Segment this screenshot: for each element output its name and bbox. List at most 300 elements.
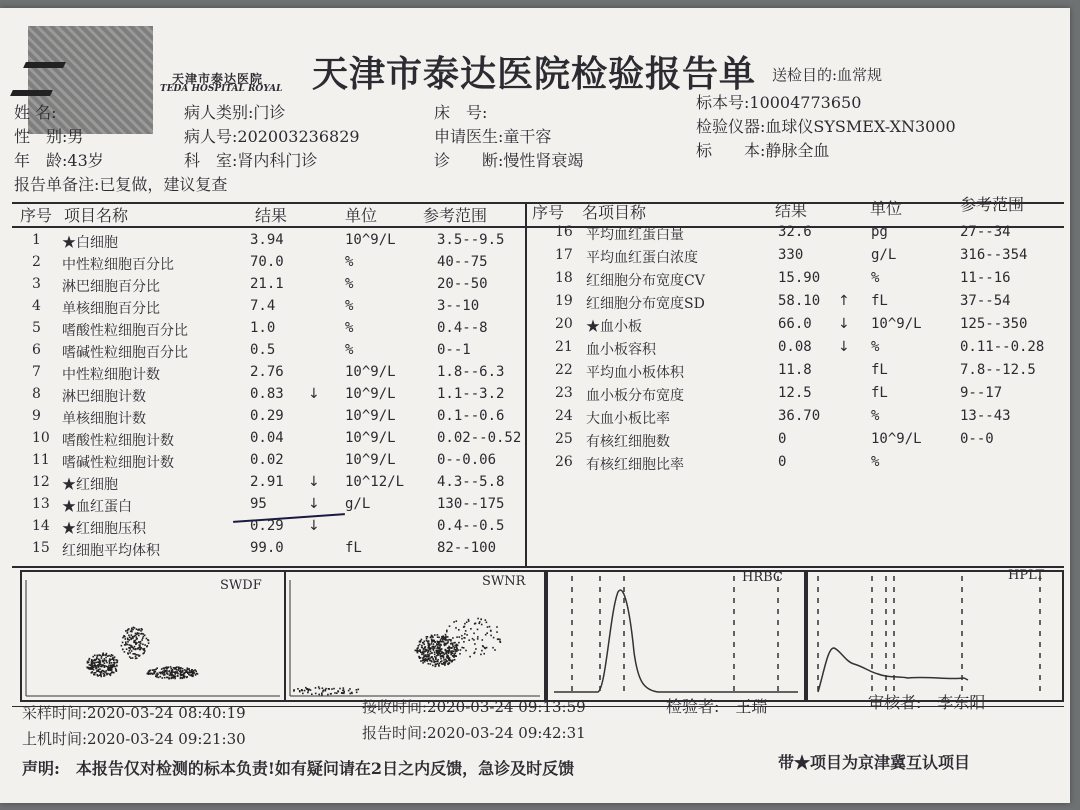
scatter-dot xyxy=(88,667,90,669)
scatter-dot xyxy=(451,647,453,649)
scatter-dot xyxy=(99,655,101,657)
scatter-dot xyxy=(141,647,143,649)
scatter-dot xyxy=(479,621,481,623)
scatter-dot xyxy=(494,649,496,651)
scatter-dot xyxy=(428,663,430,665)
scatter-dot xyxy=(452,644,454,646)
scatter-dot xyxy=(421,652,423,654)
scatter-dot xyxy=(466,634,468,636)
scatter-dot xyxy=(139,644,141,646)
scatter-dot xyxy=(103,673,105,675)
scatter-dot xyxy=(448,652,450,654)
scatter-dot xyxy=(139,655,141,657)
scatter-dot xyxy=(139,649,141,651)
scatter-dot xyxy=(97,661,99,663)
scatter-dot xyxy=(114,656,116,658)
scatter-dot xyxy=(115,669,117,671)
scatter-dot xyxy=(423,652,425,654)
scatter-dot xyxy=(438,650,440,652)
scatter-dot xyxy=(420,652,422,654)
scatter-dot xyxy=(427,658,429,660)
scatter-dot xyxy=(424,641,426,643)
hrbc-label: HRBC xyxy=(742,570,783,585)
scatter-dot xyxy=(111,671,113,673)
load-time: 上机时间:2020-03-24 09:21:30 xyxy=(22,730,246,748)
scatter-dot xyxy=(434,634,436,636)
scatter-dot xyxy=(465,630,467,632)
scatter-dot xyxy=(167,673,169,675)
scatter-dot xyxy=(454,654,456,656)
scatter-dot xyxy=(451,650,453,652)
scatter-dot xyxy=(458,629,460,631)
scatter-dot xyxy=(334,692,336,694)
scatter-dot xyxy=(440,658,442,660)
scatter-dot xyxy=(192,673,194,675)
scatter-dot xyxy=(129,644,131,646)
swdf-label: SWDF xyxy=(220,578,262,593)
scatter-dot xyxy=(444,637,446,639)
scatter-dot xyxy=(464,633,466,635)
scatter-dot xyxy=(358,689,360,691)
scatter-dot xyxy=(124,651,126,653)
scatter-dot xyxy=(105,670,107,672)
scatter-dot xyxy=(432,665,434,667)
scatter-dot xyxy=(435,650,437,652)
scatter-dot xyxy=(430,663,432,665)
swnr-scatter-svg xyxy=(286,572,544,700)
scatter-dot xyxy=(131,650,133,652)
scatter-dot xyxy=(148,640,150,642)
scatter-dot xyxy=(325,690,327,692)
scatter-dot xyxy=(464,626,466,628)
scatter-dot xyxy=(170,673,172,675)
hplt-histogram xyxy=(806,570,1064,702)
scatter-dot xyxy=(108,670,110,672)
header-ref-right: 参考范围 xyxy=(960,195,1025,214)
scatter-dot xyxy=(461,638,463,640)
scatter-dot xyxy=(144,635,146,637)
scatter-dot xyxy=(162,671,164,673)
scatter-dot xyxy=(137,654,139,656)
scatter-dot xyxy=(105,654,107,656)
scatter-dot xyxy=(431,640,433,642)
scatter-dot xyxy=(104,658,106,660)
swnr-scatter-plot xyxy=(284,570,546,702)
scatter-dot xyxy=(173,667,175,669)
scatter-dot xyxy=(111,668,113,670)
scatter-dot xyxy=(434,654,436,656)
scatter-dot xyxy=(180,674,182,676)
scatter-dot xyxy=(427,656,429,658)
scatter-dot xyxy=(496,631,498,633)
scatter-dot xyxy=(426,640,428,642)
scatter-dot xyxy=(164,671,166,673)
scatter-dot xyxy=(97,670,99,672)
scatter-dot xyxy=(439,662,441,664)
scatter-dot xyxy=(474,643,476,645)
scatter-dot xyxy=(172,676,174,678)
scatter-dot xyxy=(440,653,442,655)
scatter-dot xyxy=(181,677,183,679)
scatter-dot xyxy=(433,643,435,645)
scatter-dot xyxy=(427,642,429,644)
scatter-dot xyxy=(443,655,445,657)
scatter-dot xyxy=(97,674,99,676)
scatter-dot xyxy=(191,672,193,674)
scatter-dot xyxy=(132,629,134,631)
scatter-dot xyxy=(487,626,489,628)
table-row: 14 ★红细胞压积 0.29 ↓ 0.4--0.5 xyxy=(32,518,505,537)
scatter-dot xyxy=(356,689,358,691)
scatter-dot xyxy=(447,647,449,649)
scatter-dot xyxy=(449,662,451,664)
scatter-dot xyxy=(172,670,174,672)
scatter-dot xyxy=(336,692,338,694)
scatter-dot xyxy=(95,668,97,670)
scatter-dot xyxy=(157,674,159,676)
scatter-dot xyxy=(468,639,470,641)
scatter-dot xyxy=(127,644,129,646)
header-result-right: 结果 xyxy=(775,201,808,220)
scatter-dot xyxy=(434,651,436,653)
scatter-dot xyxy=(437,661,439,663)
scatter-dot xyxy=(182,670,184,672)
scatter-dot xyxy=(150,673,152,675)
table-row: 1 ★白细胞 3.94 10^9/L 3.5--9.5 xyxy=(32,232,505,251)
scatter-dot xyxy=(440,639,442,641)
scatter-dot xyxy=(448,659,450,661)
scatter-dot xyxy=(132,653,134,655)
scatter-dot xyxy=(128,635,130,637)
scatter-dot xyxy=(91,663,93,665)
scatter-dot xyxy=(94,655,96,657)
scatter-dot xyxy=(455,655,457,657)
scatter-dot xyxy=(180,672,182,674)
scatter-dot xyxy=(447,641,449,643)
scatter-dot xyxy=(161,668,163,670)
table-row: 2 中性粒细胞百分比 70.0 % 40--75 xyxy=(32,254,488,273)
scatter-dot xyxy=(297,688,299,690)
instrument: 检验仪器:血球仪SYSMEX-XN3000 xyxy=(696,117,956,136)
scatter-dot xyxy=(101,656,103,658)
scatter-dot xyxy=(115,659,117,661)
scatter-dot xyxy=(457,645,459,647)
scatter-dot xyxy=(94,659,96,661)
scatter-dot xyxy=(121,645,123,647)
scatter-dot xyxy=(148,642,150,644)
scatter-dot xyxy=(143,633,145,635)
scatter-dot xyxy=(426,649,428,651)
patient-age: 年 龄:43岁 xyxy=(14,151,104,170)
scatter-dot xyxy=(127,652,129,654)
scatter-dot xyxy=(468,619,470,621)
scatter-dot xyxy=(172,674,174,676)
scatter-dot xyxy=(434,647,436,649)
scatter-dot xyxy=(469,656,471,658)
scatter-dot xyxy=(188,669,190,671)
scatter-dot xyxy=(171,671,173,673)
table-row: 17 平均血红蛋白浓度 330 g/L 316--354 xyxy=(555,247,1028,266)
scatter-dot xyxy=(104,665,106,667)
scatter-dot xyxy=(166,666,168,668)
scatter-dot xyxy=(109,662,111,664)
scatter-dot xyxy=(138,635,140,637)
patient-name-label: 姓 名: xyxy=(14,103,57,122)
scatter-dot xyxy=(449,657,451,659)
scatter-dot xyxy=(113,672,115,674)
scatter-dot xyxy=(100,671,102,673)
scatter-dot xyxy=(194,669,196,671)
scatter-dot xyxy=(444,653,446,655)
scatter-dot xyxy=(443,659,445,661)
scatter-dot xyxy=(477,629,479,631)
scatter-dot xyxy=(108,655,110,657)
scatter-dot xyxy=(447,636,449,638)
scatter-dot xyxy=(445,649,447,651)
report-time: 报告时间:2020-03-24 09:42:31 xyxy=(362,724,586,742)
table-bottom-rule xyxy=(12,566,1064,568)
scatter-dot xyxy=(443,638,445,640)
hplt-label: HPLT xyxy=(1008,568,1045,583)
scatter-dot xyxy=(440,661,442,663)
scatter-dot xyxy=(427,652,429,654)
scatter-dot xyxy=(440,644,442,646)
scatter-dot xyxy=(456,620,458,622)
scatter-dot xyxy=(441,652,443,654)
scatter-dot xyxy=(445,634,447,636)
scatter-dot xyxy=(443,657,445,659)
scatter-dot xyxy=(299,690,301,692)
table-row: 25 有核红细胞数 0 10^9/L 0--0 xyxy=(555,431,994,450)
scatter-dot xyxy=(164,672,166,674)
scatter-dot xyxy=(182,668,184,670)
scatter-dot xyxy=(138,647,140,649)
scatter-dot xyxy=(144,650,146,652)
scatter-dot xyxy=(454,647,456,649)
table-row: 9 单核细胞计数 0.29 10^9/L 0.1--0.6 xyxy=(32,408,505,427)
scatter-dot xyxy=(196,673,198,675)
scatter-dot xyxy=(432,637,434,639)
scatter-dot xyxy=(449,625,451,627)
scatter-dot xyxy=(417,652,419,654)
scatter-dot xyxy=(93,674,95,676)
swnr-label: SWNR xyxy=(482,574,526,589)
scatter-dot xyxy=(155,669,157,671)
scatter-dot xyxy=(472,638,474,640)
scatter-dot xyxy=(322,687,324,689)
specimen-type: 标 本:静脉全血 xyxy=(696,141,830,160)
scatter-dot xyxy=(431,636,433,638)
scatter-dot xyxy=(496,626,498,628)
scatter-dot xyxy=(306,688,308,690)
scatter-dot xyxy=(135,633,137,635)
scatter-dot xyxy=(485,619,487,621)
scatter-dot xyxy=(445,659,447,661)
scatter-dot xyxy=(184,669,186,671)
scatter-dot xyxy=(431,643,433,645)
scatter-dot xyxy=(310,689,312,691)
scatter-dot xyxy=(419,650,421,652)
scatter-dot xyxy=(486,622,488,624)
scatter-dot xyxy=(171,677,173,679)
scatter-dot xyxy=(435,657,437,659)
scatter-dot xyxy=(99,668,101,670)
scatter-dot xyxy=(473,639,475,641)
scatter-dot xyxy=(184,677,186,679)
scatter-dot xyxy=(161,677,163,679)
scatter-dot xyxy=(189,670,191,672)
scatter-dot xyxy=(440,641,442,643)
scatter-dot xyxy=(159,672,161,674)
scatter-dot xyxy=(102,665,104,667)
scatter-dot xyxy=(111,662,113,664)
scatter-dot xyxy=(456,636,458,638)
scatter-dot xyxy=(420,640,422,642)
scatter-dot xyxy=(447,639,449,641)
scatter-dot xyxy=(331,688,333,690)
hplt-histogram-svg xyxy=(808,572,1062,700)
scatter-dot xyxy=(463,647,465,649)
table-row: 23 血小板分布宽度 12.5 fL 9--17 xyxy=(555,385,1003,404)
scatter-dot xyxy=(135,642,137,644)
table-row: 7 中性粒细胞计数 2.76 10^9/L 1.8--6.3 xyxy=(32,364,505,383)
scatter-dot xyxy=(473,633,475,635)
scatter-dot xyxy=(110,666,112,668)
scatter-dot xyxy=(113,666,115,668)
scatter-dot xyxy=(173,671,175,673)
scatter-dot xyxy=(122,649,124,651)
scatter-dot xyxy=(106,653,108,655)
scatter-dot xyxy=(103,661,105,663)
collect-time: 采样时间:2020-03-24 08:40:19 xyxy=(22,704,246,722)
scatter-dot xyxy=(100,676,102,678)
scatter-dot xyxy=(452,655,454,657)
scatter-dot xyxy=(459,653,461,655)
scatter-dot xyxy=(319,688,321,690)
scatter-dot xyxy=(113,664,115,666)
scatter-dot xyxy=(169,677,171,679)
scatter-dot xyxy=(427,660,429,662)
hospital-name-english: TEDA HOSPITAL ROYAL xyxy=(160,84,283,94)
scatter-dot xyxy=(104,662,106,664)
scatter-dot xyxy=(455,649,457,651)
scatter-dot xyxy=(94,663,96,665)
table-row: 20 ★血小板 66.0 ↓ 10^9/L 125--350 xyxy=(555,316,1028,335)
scatter-dot xyxy=(339,688,341,690)
scatter-dot xyxy=(440,654,442,656)
table-row: 24 大血小板比率 36.70 % 13--43 xyxy=(555,408,1011,427)
header-unit-left: 单位 xyxy=(345,206,378,225)
scatter-dot xyxy=(455,651,457,653)
scatter-dot xyxy=(131,629,133,631)
scatter-dot xyxy=(141,629,143,631)
scatter-dot xyxy=(497,639,499,641)
scatter-dot xyxy=(463,641,465,643)
scatter-dot xyxy=(183,674,185,676)
scatter-dot xyxy=(166,677,168,679)
scatter-dot xyxy=(99,662,101,664)
scatter-dot xyxy=(421,654,423,656)
scatter-dot xyxy=(418,656,420,658)
scatter-dot xyxy=(113,658,115,660)
scatter-dot xyxy=(111,654,113,656)
scatter-dot xyxy=(148,670,150,672)
scatter-dot xyxy=(102,670,104,672)
scatter-dot xyxy=(445,661,447,663)
scatter-dot xyxy=(446,631,448,633)
scatter-dot xyxy=(477,618,479,620)
scatter-dot xyxy=(142,637,144,639)
table-row: 11 嗜碱性粒细胞计数 0.02 10^9/L 0--0.06 xyxy=(32,452,497,471)
scatter-dot xyxy=(451,654,453,656)
scatter-dot xyxy=(328,688,330,690)
scatter-dot xyxy=(105,660,107,662)
scatter-dot xyxy=(349,688,351,690)
test-purpose: 送检目的:血常规 xyxy=(772,66,883,84)
scatter-dot xyxy=(351,693,353,695)
scatter-dot xyxy=(138,641,140,643)
scatter-dot xyxy=(426,638,428,640)
scatter-dot xyxy=(125,643,127,645)
scatter-dot xyxy=(134,653,136,655)
sample-number: 标本号:10004773650 xyxy=(696,93,862,112)
scatter-dot xyxy=(422,647,424,649)
scatter-dot xyxy=(142,653,144,655)
scatter-dot xyxy=(459,636,461,638)
scatter-dot xyxy=(437,659,439,661)
table-row: 16 平均血红蛋白量 32.6 pg 27--34 xyxy=(555,224,1011,243)
patient-gender: 性 别:男 xyxy=(14,127,84,146)
scatter-dot xyxy=(109,658,111,660)
scatter-dot xyxy=(431,652,433,654)
scatter-dot xyxy=(499,639,501,641)
scatter-dot xyxy=(426,659,428,661)
scatter-dot xyxy=(177,672,179,674)
scatter-dot xyxy=(114,662,116,664)
scatter-dot xyxy=(435,646,437,648)
scatter-dot xyxy=(444,645,446,647)
scatter-dot xyxy=(442,641,444,643)
scatter-dot xyxy=(186,671,188,673)
scatter-dot xyxy=(133,648,135,650)
scatter-dot xyxy=(179,671,181,673)
scatter-dot xyxy=(453,651,455,653)
scatter-dot xyxy=(124,636,126,638)
scatter-dot xyxy=(135,656,137,658)
scatter-dot xyxy=(115,668,117,670)
scatter-dot xyxy=(465,650,467,652)
scatter-dot xyxy=(106,674,108,676)
scatter-dot xyxy=(431,661,433,663)
report-title: 天津市泰达医院检验报告单 xyxy=(312,53,757,95)
scatter-dot xyxy=(420,660,422,662)
scatter-dot xyxy=(99,660,101,662)
tester: 检验者: 王瑞 xyxy=(666,697,768,716)
scatter-dot xyxy=(446,651,448,653)
scatter-dot xyxy=(464,637,466,639)
header-ref-left: 参考范围 xyxy=(423,206,488,225)
scatter-dot xyxy=(438,653,440,655)
scatter-dot xyxy=(135,640,137,642)
table-row: 3 淋巴细胞百分比 21.1 % 20--50 xyxy=(32,276,488,295)
star-item-note: 带★项目为京津冀互认项目 xyxy=(778,753,971,772)
scatter-dot xyxy=(160,676,162,678)
scatter-dot xyxy=(432,648,434,650)
scatter-dot xyxy=(146,638,148,640)
scatter-dot xyxy=(108,665,110,667)
scatter-dot xyxy=(137,632,139,634)
scatter-dot xyxy=(434,641,436,643)
